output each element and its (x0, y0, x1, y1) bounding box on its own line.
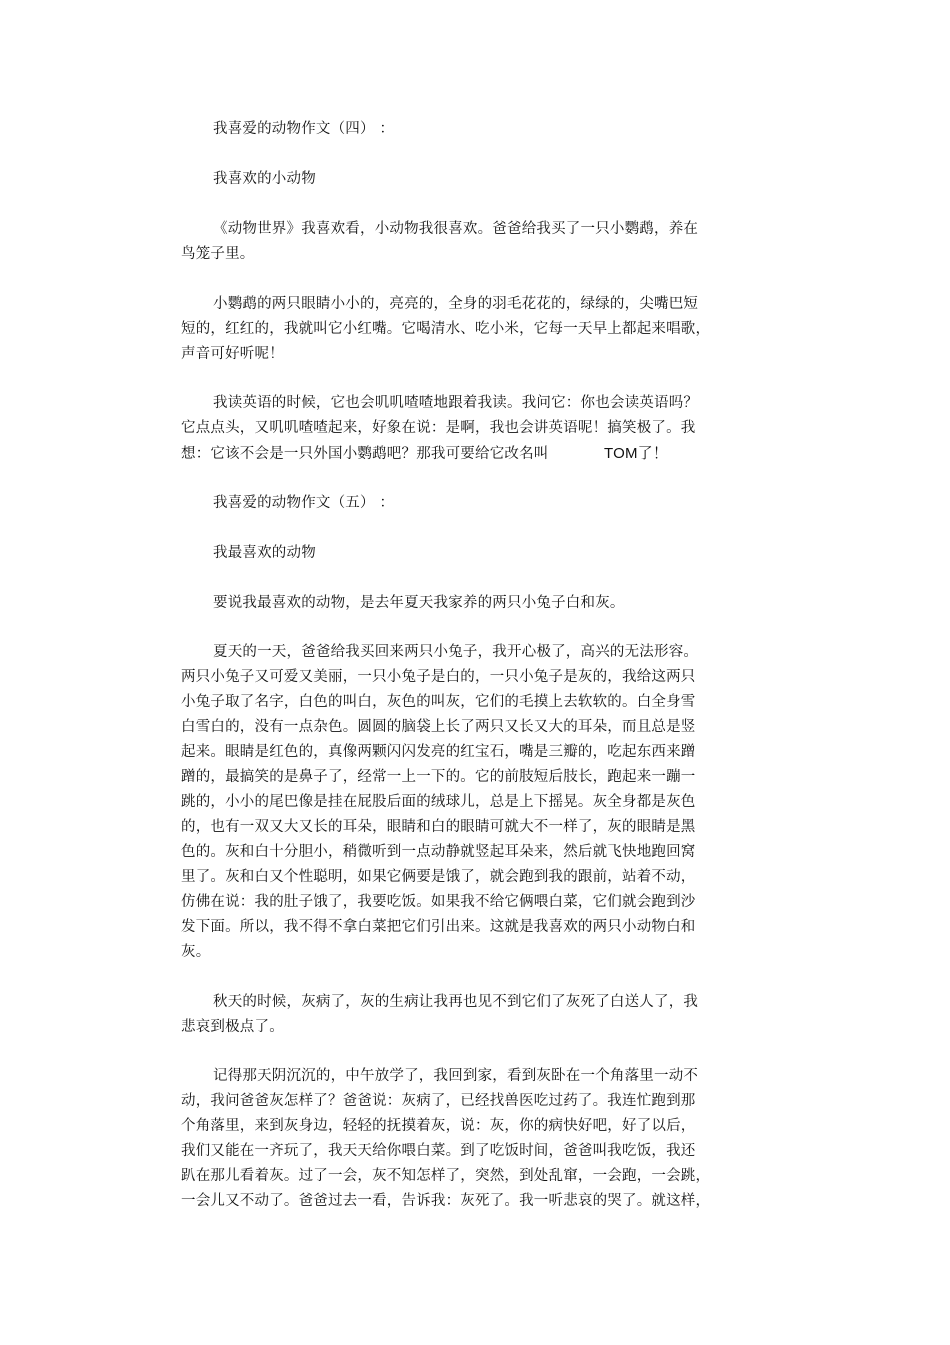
paragraph-line: 跳的，小小的尾巴像是挂在屁股后面的绒球儿，总是上下摇晃。灰全身都是灰色 (181, 794, 696, 810)
paragraph-line: 起来。眼睛是红色的，真像两颗闪闪发亮的红宝石，嘴是三瓣的，吃起东西来蹭 (181, 744, 696, 760)
paragraph-line: 一会儿又不动了。爸爸过去一看，告诉我：灰死了。我一听悲哀的哭了。就这样， (181, 1193, 711, 1209)
paragraph-line: 蹭的，最搞笑的是鼻子了，经常一上一下的。它的前肢短后肢长，跑起来一蹦一 (181, 769, 696, 785)
paragraph-line: 色的。灰和白十分胆小，稍微听到一点动静就竖起耳朵来，然后就飞快地跑回窝 (181, 844, 696, 860)
paragraph-line: 仿佛在说：我的肚子饿了，我要吃饭。如果我不给它俩喂白菜，它们就会跑到沙 (181, 894, 696, 910)
paragraph-line: 它点点头，又叽叽喳喳起来，好象在说：是啊，我也会讲英语呢！搞笑极了。我 (181, 420, 696, 436)
paragraph-line: 我们又能在一齐玩了，我天天给你喂白菜。到了吃饭时间，爸爸叫我吃饭，我还 (181, 1143, 696, 1159)
paragraph-line: 声音可好听呢！ (181, 346, 284, 362)
paragraph-line: 想：它该不会是一只外国小鹦鹉吧？那我可要给它改名叫 (181, 446, 549, 462)
subtitle-essay-4: 我喜欢的小动物 (213, 171, 316, 187)
paragraph-line: 《动物世界》我喜欢看，小动物我很喜欢。爸爸给我买了一只小鹦鹉，养在 (213, 221, 699, 237)
paragraph-line: 灰。 (181, 944, 211, 960)
paragraph-line: 夏天的一天，爸爸给我买回来两只小兔子，我开心极了，高兴的无法形容。 (213, 644, 699, 660)
paragraph-line: 的，也有一双又大又长的耳朵，眼睛和白的眼睛可就大不一样了，灰的眼睛是黑 (181, 819, 696, 835)
heading-essay-5: 我喜爱的动物作文（五） ： (213, 495, 395, 511)
paragraph-line: 趴在那儿看着灰。过了一会，灰不知怎样了，突然，到处乱窜，一会跑，一会跳， (181, 1168, 711, 1184)
paragraph-line: 鸟笼子里。 (181, 246, 255, 262)
paragraph-line: 动，我问爸爸灰怎样了？爸爸说：灰病了，已经找兽医吃过药了。我连忙跑到那 (181, 1093, 696, 1109)
subtitle-essay-5: 我最喜欢的动物 (213, 545, 316, 561)
paragraph-line: 我读英语的时候，它也会叽叽喳喳地跟着我读。我问它：你也会读英语吗？ (213, 395, 699, 411)
paragraph-line: 里了。灰和白又个性聪明，如果它俩要是饿了，就会跑到我的跟前，站着不动， (181, 869, 696, 885)
paragraph-line: 悲哀到极点了。 (181, 1019, 284, 1035)
paragraph-line: 秋天的时候，灰病了，灰的生病让我再也见不到它们了灰死了白送人了，我 (213, 994, 699, 1010)
paragraph-line: 发下面。所以，我不得不拿白菜把它们引出来。这就是我喜欢的两只小动物白和 (181, 919, 696, 935)
paragraph-line: 短的，红红的，我就叫它小红嘴。它喝清水、吃小米，它每一天早上都起来唱歌， (181, 321, 711, 337)
paragraph-line: 小鹦鹉的两只眼睛小小的，亮亮的，全身的羽毛花花的，绿绿的，尖嘴巴短 (213, 296, 699, 312)
heading-essay-4: 我喜爱的动物作文（四） ： (213, 121, 395, 137)
paragraph-line: 小兔子取了名字，白色的叫白，灰色的叫灰，它们的毛摸上去软软的。白全身雪 (181, 694, 696, 710)
paragraph-line: 记得那天阴沉沉的，中午放学了，我回到家，看到灰卧在一个角落里一动不 (213, 1068, 699, 1084)
paragraph-line: 两只小兔子又可爱又美丽，一只小兔子是白的，一只小兔子是灰的，我给这两只 (181, 669, 696, 685)
paragraph-line: 要说我最喜欢的动物，是去年夏天我家养的两只小兔子白和灰。 (213, 595, 625, 611)
paragraph-line: 个角落里，来到灰身边，轻轻的抚摸着灰，说：灰，你的病快好吧，好了以后， (181, 1118, 696, 1134)
paragraph-line-tom: TOM了！ (604, 445, 669, 462)
paragraph-line: 白雪白的，没有一点杂色。圆圆的脑袋上长了两只又长又大的耳朵，而且总是竖 (181, 719, 696, 735)
